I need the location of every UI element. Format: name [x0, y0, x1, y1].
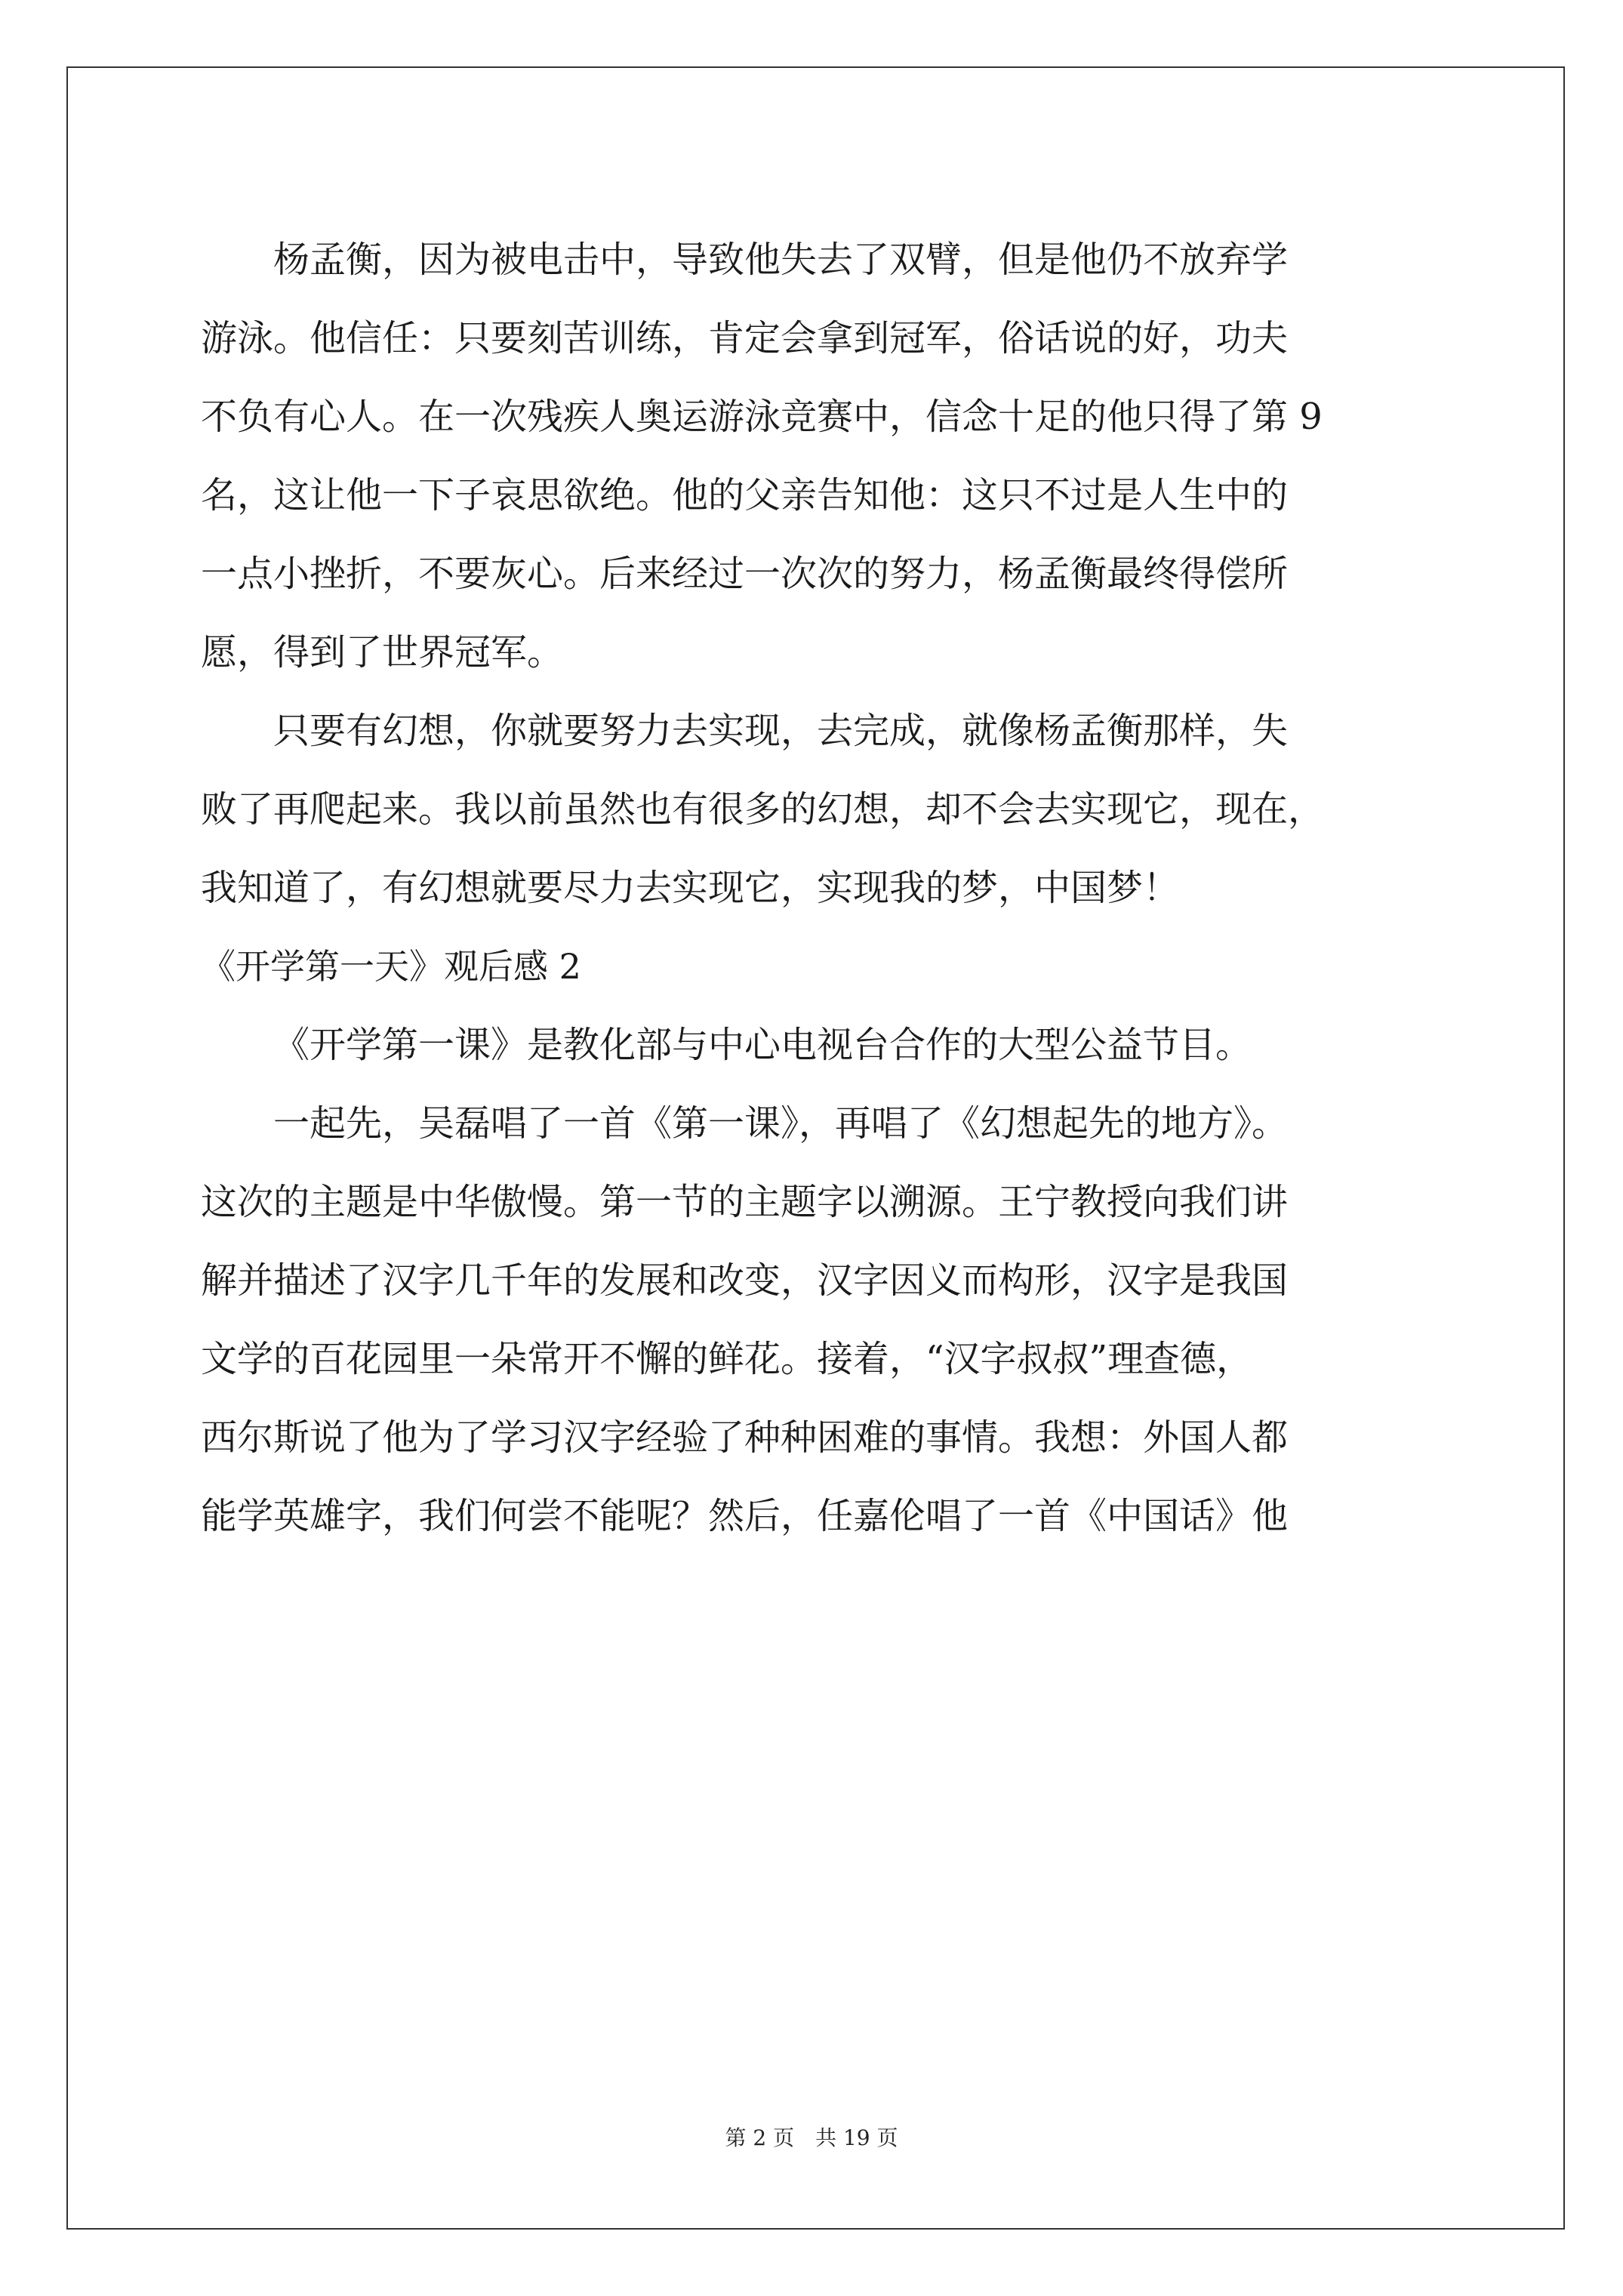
page-total: 共 19 页 — [815, 2125, 898, 2150]
page-footer — [0, 2122, 1623, 2152]
text-line: 我知道了，有幻想就要尽力去实现它，实现我的梦，中国梦！ — [201, 867, 1180, 909]
section-heading: 《开学第一天》观后感 2 — [201, 946, 581, 987]
text-line: 只要有幻想，你就要努力去实现，去完成，就像杨孟衡那样，失 — [273, 710, 1289, 752]
text-line: 不负有心人。在一次残疾人奥运游泳竞赛中，信念十足的他只得了第 9 — [201, 396, 1323, 438]
text-line: 一起先，吴磊唱了一首《第一课》，再唱了《幻想起先的地方》。 — [273, 1102, 1289, 1145]
text-line: 游泳。他信任：只要刻苦训练，肯定会拿到冠军，俗话说的好，功夫 — [201, 317, 1289, 359]
page-number: 第 2 页 — [725, 2125, 795, 2150]
text-line: 能学英雄字，我们何尝不能呢？然后，任嘉伦唱了一首《中国话》他 — [201, 1495, 1289, 1537]
text-line: 这次的主题是中华傲慢。第一节的主题字以溯源。王宁教授向我们讲 — [201, 1181, 1289, 1223]
text-line: 一点小挫折，不要灰心。后来经过一次次的努力，杨孟衡最终得偿所 — [201, 553, 1289, 595]
text-line: 西尔斯说了他为了学习汉字经验了种种困难的事情。我想：外国人都 — [201, 1416, 1289, 1459]
text-line: 杨孟衡，因为被电击中，导致他失去了双臂，但是他仍不放弃学 — [273, 239, 1289, 281]
text-line: 败了再爬起来。我以前虽然也有很多的幻想，却不会去实现它，现在， — [201, 788, 1325, 831]
text-line: 愿，得到了世界冠军。 — [201, 631, 564, 673]
document-body — [201, 220, 1439, 1555]
text-line: 《开学第一课》是教化部与中心电视台合作的大型公益节目。 — [273, 1024, 1252, 1066]
text-line: 文学的百花园里一朵常开不懈的鲜花。接着，“汉字叔叔”理查德， — [201, 1338, 1253, 1380]
text-line: 解并描述了汉字几千年的发展和改变，汉字因义而构形，汉字是我国 — [201, 1259, 1289, 1302]
text-line: 名，这让他一下子哀思欲绝。他的父亲告知他：这只不过是人生中的 — [201, 474, 1289, 516]
